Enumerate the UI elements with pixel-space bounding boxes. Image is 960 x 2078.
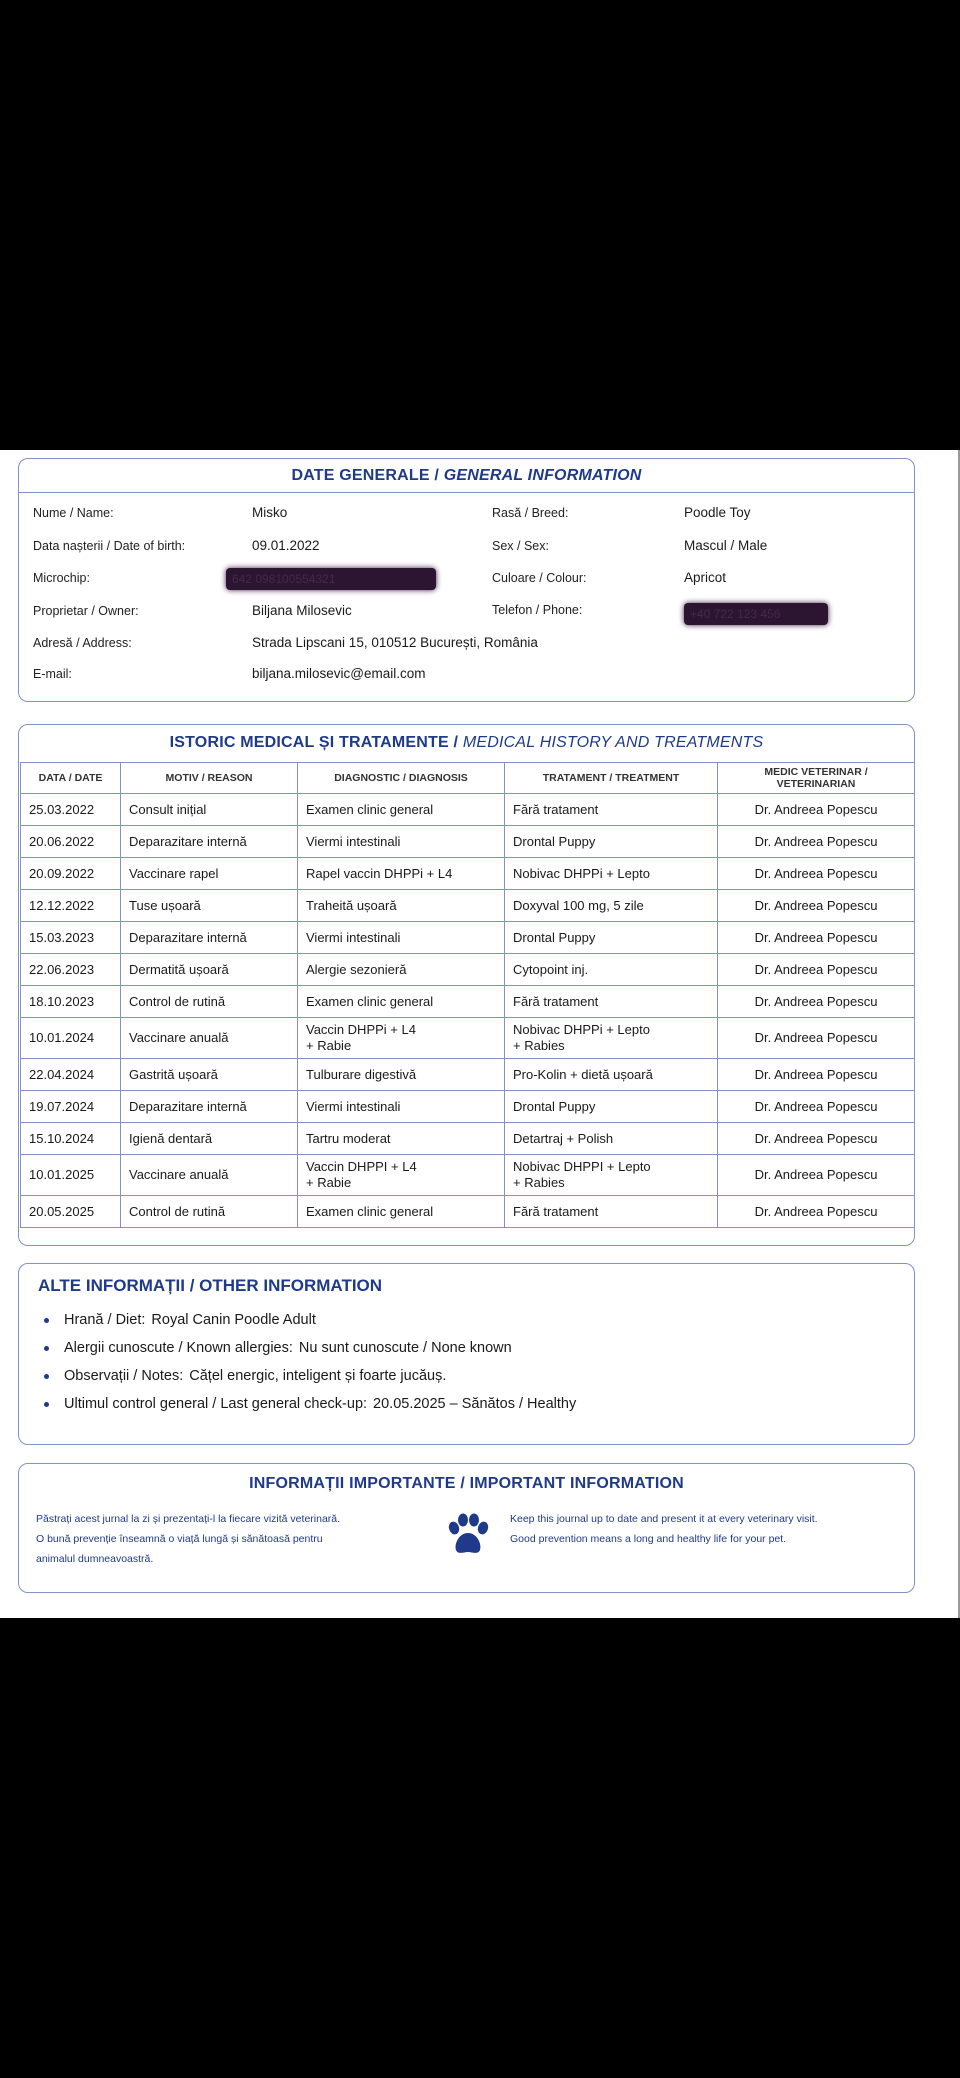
email-value: biljana.milosevic@email.com bbox=[252, 666, 426, 681]
dob-label: Data nașterii / Date of birth: bbox=[33, 539, 186, 553]
header-diagnosis: DIAGNOSTIC / DIAGNOSIS bbox=[298, 763, 505, 794]
cell-reason: Igienă dentară bbox=[121, 1123, 298, 1155]
cell-diagnosis: Traheită ușoară bbox=[298, 890, 505, 922]
email-label: E-mail: bbox=[33, 667, 72, 681]
cell-reason: Tuse ușoară bbox=[121, 890, 298, 922]
table-row bbox=[21, 1059, 915, 1091]
important-text-en: Keep this journal up to date and present it at every veterinary visit. Good prevention means a long and healthy life for your pet. bbox=[510, 1513, 818, 1545]
important-info-title: INFORMAȚII IMPORTANTE / IMPORTANT INFORMATION bbox=[249, 1475, 684, 1492]
table-header-row bbox=[21, 763, 915, 794]
cell-veterinarian: Dr. Andreea Popescu bbox=[718, 1123, 915, 1155]
list-item: Alergii cunoscute / Known allergies: Nu sunt cunoscute / None known bbox=[42, 1334, 576, 1362]
cell-veterinarian: Dr. Andreea Popescu bbox=[718, 826, 915, 858]
list-item: Observații / Notes: Cățel energic, inteligent și foarte jucăuș. bbox=[42, 1362, 576, 1390]
cell-reason: Deparazitare internă bbox=[121, 826, 298, 858]
table-row bbox=[21, 986, 915, 1018]
breed-value: Poodle Toy bbox=[684, 505, 751, 520]
list-item: Ultimul control general / Last general check-up: 20.05.2025 – Sănătos / Healthy bbox=[42, 1390, 576, 1418]
cell-treatment: Fără tratament bbox=[505, 986, 718, 1018]
cell-date: 10.01.2025 bbox=[21, 1155, 121, 1196]
cell-veterinarian: Dr. Andreea Popescu bbox=[718, 922, 915, 954]
cell-date: 18.10.2023 bbox=[21, 986, 121, 1018]
general-info-title: DATE GENERALE / GENERAL INFORMATION bbox=[291, 467, 642, 484]
cell-date: 20.05.2025 bbox=[21, 1196, 121, 1228]
cell-treatment: Nobivac DHPPi + Lepto + Rabies bbox=[505, 1018, 718, 1059]
table-row bbox=[21, 954, 915, 986]
cell-date: 20.06.2022 bbox=[21, 826, 121, 858]
name-value: Misko bbox=[252, 505, 288, 520]
header-treatment: TRATAMENT / TREATMENT bbox=[505, 763, 718, 794]
microchip-redaction: 642 098100554321 bbox=[226, 568, 436, 590]
cell-diagnosis: Examen clinic general bbox=[298, 1196, 505, 1228]
other-info-list bbox=[42, 1306, 576, 1418]
cell-treatment: Cytopoint inj. bbox=[505, 954, 718, 986]
cell-reason: Vaccinare anuală bbox=[121, 1155, 298, 1196]
cell-diagnosis: Alergie sezonieră bbox=[298, 954, 505, 986]
cell-date: 25.03.2022 bbox=[21, 794, 121, 826]
phone-label: Telefon / Phone: bbox=[492, 603, 583, 617]
table-row bbox=[21, 794, 915, 826]
phone-redaction: +40 722 123 456 bbox=[684, 603, 828, 625]
cell-diagnosis: Rapel vaccin DHPPi + L4 bbox=[298, 858, 505, 890]
cell-treatment: Drontal Puppy bbox=[505, 826, 718, 858]
table-row bbox=[21, 1091, 915, 1123]
table-row bbox=[21, 1155, 915, 1196]
medical-history-title: ISTORIC MEDICAL ȘI TRATAMENTE / MEDICAL HISTORY AND TREATMENTS bbox=[169, 734, 764, 751]
cell-treatment: Fără tratament bbox=[505, 794, 718, 826]
cell-reason: Deparazitare internă bbox=[121, 922, 298, 954]
address-value: Strada Lipscani 15, 010512 București, România bbox=[252, 635, 538, 650]
cell-veterinarian: Dr. Andreea Popescu bbox=[718, 858, 915, 890]
breed-label: Rasă / Breed: bbox=[492, 506, 569, 520]
sex-value: Mascul / Male bbox=[684, 538, 768, 553]
cell-veterinarian: Dr. Andreea Popescu bbox=[718, 954, 915, 986]
cell-date: 12.12.2022 bbox=[21, 890, 121, 922]
header-date: DATA / DATE bbox=[21, 763, 121, 794]
cell-date: 15.03.2023 bbox=[21, 922, 121, 954]
cell-reason: Gastrită ușoară bbox=[121, 1059, 298, 1091]
cell-date: 10.01.2024 bbox=[21, 1018, 121, 1059]
general-info-box bbox=[18, 458, 915, 702]
table-row bbox=[21, 1196, 915, 1228]
owner-label: Proprietar / Owner: bbox=[33, 604, 139, 618]
colour-value: Apricot bbox=[684, 570, 727, 585]
dob-value: 09.01.2022 bbox=[252, 538, 320, 553]
cell-date: 19.07.2024 bbox=[21, 1091, 121, 1123]
table-row bbox=[21, 858, 915, 890]
cell-diagnosis: Examen clinic general bbox=[298, 794, 505, 826]
cell-veterinarian: Dr. Andreea Popescu bbox=[718, 794, 915, 826]
cell-treatment: Pro-Kolin + dietă ușoară bbox=[505, 1059, 718, 1091]
table-row bbox=[21, 922, 915, 954]
microchip-label: Microchip: bbox=[33, 571, 90, 585]
cell-treatment: Drontal Puppy bbox=[505, 922, 718, 954]
cell-treatment: Doxyval 100 mg, 5 zile bbox=[505, 890, 718, 922]
cell-diagnosis: Viermi intestinali bbox=[298, 1091, 505, 1123]
cell-reason: Deparazitare internă bbox=[121, 1091, 298, 1123]
table-row bbox=[21, 890, 915, 922]
cell-date: 15.10.2024 bbox=[21, 1123, 121, 1155]
cell-date: 22.06.2023 bbox=[21, 954, 121, 986]
table-row bbox=[21, 826, 915, 858]
cell-diagnosis: Examen clinic general bbox=[298, 986, 505, 1018]
cell-reason: Vaccinare rapel bbox=[121, 858, 298, 890]
list-item: Hrană / Diet: Royal Canin Poodle Adult bbox=[42, 1306, 576, 1334]
cell-veterinarian: Dr. Andreea Popescu bbox=[718, 1018, 915, 1059]
cell-date: 20.09.2022 bbox=[21, 858, 121, 890]
cell-veterinarian: Dr. Andreea Popescu bbox=[718, 986, 915, 1018]
cell-diagnosis: Viermi intestinali bbox=[298, 922, 505, 954]
table-row bbox=[21, 1123, 915, 1155]
cell-reason: Consult inițial bbox=[121, 794, 298, 826]
cell-treatment: Detartraj + Polish bbox=[505, 1123, 718, 1155]
cell-treatment: Fără tratament bbox=[505, 1196, 718, 1228]
cell-diagnosis: Tulburare digestivă bbox=[298, 1059, 505, 1091]
header-veterinarian: MEDIC VETERINAR / VETERINARIAN bbox=[718, 763, 915, 794]
other-info-title: ALTE INFORMAȚII / OTHER INFORMATION bbox=[38, 1276, 383, 1295]
cell-veterinarian: Dr. Andreea Popescu bbox=[718, 1196, 915, 1228]
sex-label: Sex / Sex: bbox=[492, 539, 549, 553]
cell-reason: Dermatită ușoară bbox=[121, 954, 298, 986]
cell-treatment: Nobivac DHPPi + Lepto bbox=[505, 858, 718, 890]
important-text-ro: Păstrați acest jurnal la zi și prezentați-l la fiecare vizită veterinară. O bună prevenție înseamnă o viață lungă și sănătoasă pentru animalul dumneavoastră. bbox=[36, 1513, 341, 1565]
cell-treatment: Drontal Puppy bbox=[505, 1091, 718, 1123]
cell-diagnosis: Vaccin DHPPI + L4 + Rabie bbox=[298, 1155, 505, 1196]
cell-veterinarian: Dr. Andreea Popescu bbox=[718, 890, 915, 922]
owner-value: Biljana Milosevic bbox=[252, 603, 352, 618]
colour-label: Culoare / Colour: bbox=[492, 571, 587, 585]
cell-diagnosis: Viermi intestinali bbox=[298, 826, 505, 858]
paw-icon bbox=[444, 1512, 492, 1558]
cell-diagnosis: Tartru moderat bbox=[298, 1123, 505, 1155]
cell-reason: Control de rutină bbox=[121, 1196, 298, 1228]
cell-diagnosis: Vaccin DHPPi + L4 + Rabie bbox=[298, 1018, 505, 1059]
cell-reason: Control de rutină bbox=[121, 986, 298, 1018]
cell-veterinarian: Dr. Andreea Popescu bbox=[718, 1155, 915, 1196]
cell-date: 22.04.2024 bbox=[21, 1059, 121, 1091]
header-reason: MOTIV / REASON bbox=[121, 763, 298, 794]
cell-veterinarian: Dr. Andreea Popescu bbox=[718, 1059, 915, 1091]
cell-veterinarian: Dr. Andreea Popescu bbox=[718, 1091, 915, 1123]
address-label: Adresă / Address: bbox=[33, 636, 132, 650]
cell-reason: Vaccinare anuală bbox=[121, 1018, 298, 1059]
cell-treatment: Nobivac DHPPI + Lepto + Rabies bbox=[505, 1155, 718, 1196]
medical-history-table bbox=[20, 762, 915, 1228]
table-row bbox=[21, 1018, 915, 1059]
name-label: Nume / Name: bbox=[33, 506, 114, 520]
